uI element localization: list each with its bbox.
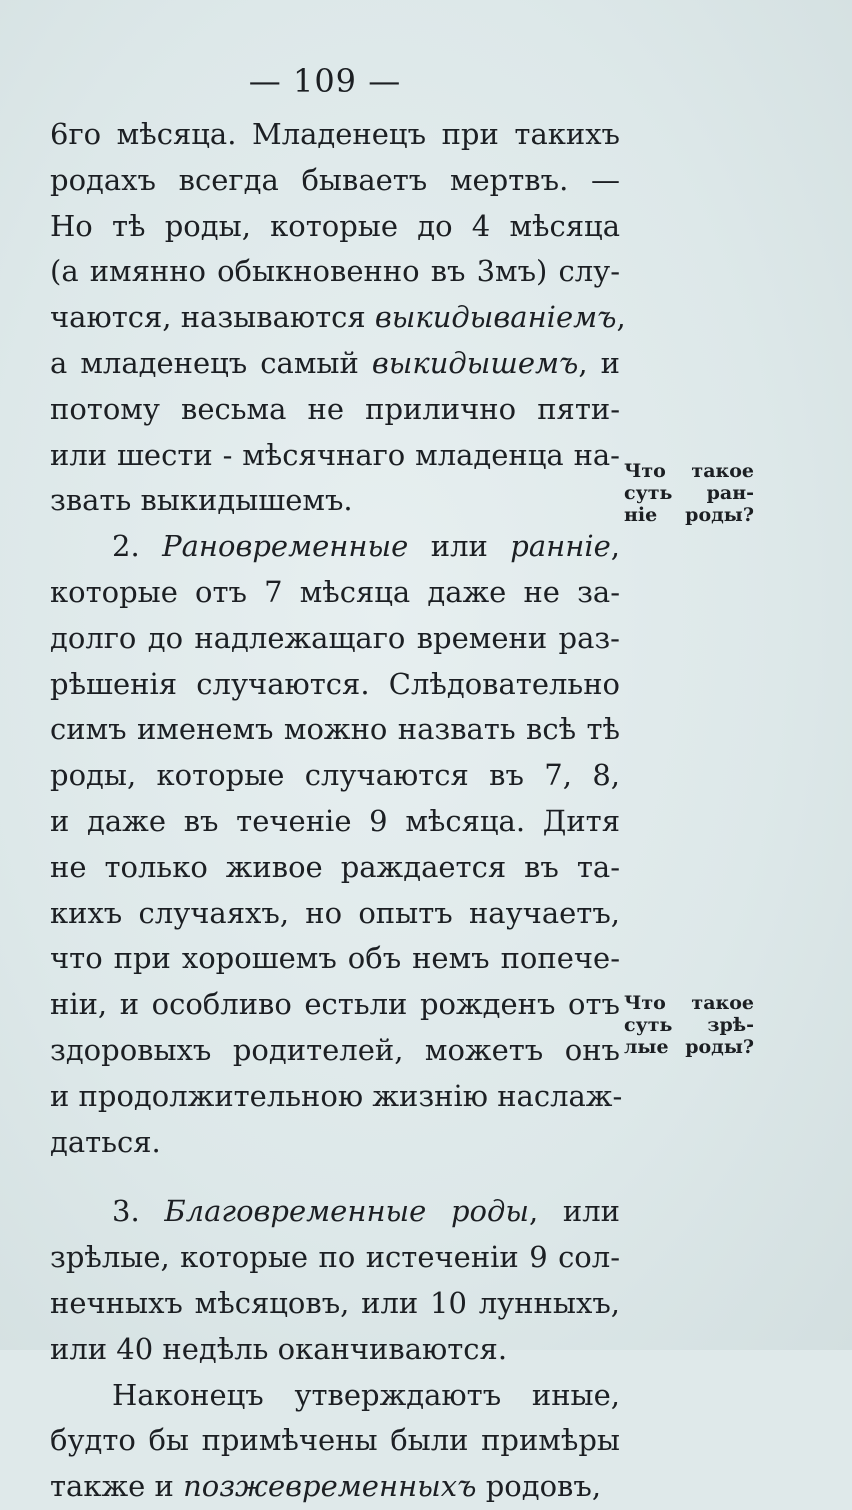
text-line xyxy=(50,1281,620,1327)
text-segment: потому весьма не прилично пяти- xyxy=(50,391,620,426)
text-line xyxy=(50,753,620,799)
text-segment: , и xyxy=(578,345,620,380)
paragraph xyxy=(50,524,623,1165)
text-segment: Наконецъ утверждаютъ иные, xyxy=(112,1377,620,1412)
text-line xyxy=(50,433,620,479)
text-line xyxy=(50,1120,620,1166)
text-line xyxy=(50,478,620,524)
margin-note xyxy=(624,460,754,526)
text-line xyxy=(50,524,620,570)
text-segment: будто бы примѣчены были примѣры xyxy=(50,1423,620,1458)
text-line xyxy=(50,387,620,433)
text-segment: рѣшенія случаются. Слѣдовательно xyxy=(50,666,620,701)
text-segment: а младенецъ самый xyxy=(50,345,372,380)
text-line xyxy=(50,662,620,708)
text-segment: даться. xyxy=(50,1124,161,1159)
text-line xyxy=(50,204,620,250)
margin-note-line: суть ран- xyxy=(624,482,754,504)
text-segment: , xyxy=(616,300,626,335)
text-line xyxy=(50,982,620,1028)
text-line xyxy=(50,845,620,891)
text-segment: не только живое раждается въ та- xyxy=(50,849,620,884)
italic-term: выкидышемъ xyxy=(371,345,579,380)
text-line xyxy=(50,1189,620,1235)
text-line xyxy=(50,707,620,753)
text-line xyxy=(50,616,620,662)
text-segment: чаются, называются xyxy=(50,300,375,335)
text-line xyxy=(50,1028,620,1074)
text-segment: , или xyxy=(529,1194,620,1229)
paragraph xyxy=(50,1189,620,1372)
italic-term: Благовременные роды xyxy=(164,1194,530,1229)
italic-term: позжевременныхъ xyxy=(183,1469,477,1504)
text-segment: родовъ, xyxy=(476,1469,602,1504)
text-line xyxy=(50,1074,623,1120)
text-segment: нечныхъ мѣсяцовъ, или 10 лунныхъ, xyxy=(50,1285,620,1320)
text-line xyxy=(50,112,620,158)
paragraph xyxy=(50,112,626,524)
text-segment: или 40 недѣль оканчиваются. xyxy=(50,1331,508,1366)
text-segment: и даже въ теченіе 9 мѣсяца. Дитя xyxy=(50,803,620,838)
italic-term: выкидываніемъ xyxy=(374,300,617,335)
margin-note-line: ніе роды? xyxy=(624,504,754,526)
italic-term: ранніе xyxy=(510,529,611,564)
paragraph xyxy=(50,1373,620,1510)
text-segment: симъ именемъ можно назвать всѣ тѣ xyxy=(50,712,620,747)
text-segment: зрѣлые, которые по истеченіи 9 сол- xyxy=(50,1240,620,1275)
text-segment: также и xyxy=(50,1469,184,1504)
margin-note xyxy=(624,992,754,1058)
text-segment: роды, которые случаются въ 7, 8, xyxy=(50,758,620,793)
text-segment: родахъ всегда бываетъ мертвъ. — xyxy=(50,162,620,197)
text-line xyxy=(50,799,620,845)
text-segment: , xyxy=(610,529,620,564)
text-segment: долго до надлежащаго времени раз- xyxy=(50,620,620,655)
text-line xyxy=(50,341,620,387)
text-line xyxy=(50,570,620,616)
text-line xyxy=(50,158,620,204)
text-line xyxy=(50,295,626,341)
text-line xyxy=(50,1327,620,1373)
text-segment: или шести - мѣсячнаго младенца на- xyxy=(50,437,620,472)
text-segment: что при хорошемъ объ немъ попече- xyxy=(50,941,620,976)
margin-note-line: Что такое xyxy=(624,992,754,1014)
text-segment: здоровыхъ родителей, можетъ онъ xyxy=(50,1032,620,1067)
text-segment: которые отъ 7 мѣсяца даже не за- xyxy=(50,574,620,609)
body-text xyxy=(50,112,626,1510)
text-line xyxy=(50,1373,620,1419)
text-segment: (а имянно обыкновенно въ 3мъ) слу- xyxy=(50,254,620,289)
text-line xyxy=(50,1464,620,1510)
text-segment: кихъ случаяхъ, но опытъ научаетъ, xyxy=(50,895,620,930)
text-segment: 3. xyxy=(112,1194,165,1229)
text-segment: 2. xyxy=(112,529,163,564)
text-line xyxy=(50,1418,620,1464)
margin-note-line: лые роды? xyxy=(624,1036,754,1058)
text-segment: ніи, и особливо естьли рожденъ отъ xyxy=(50,987,620,1022)
text-segment: 6го мѣсяца. Младенецъ при такихъ xyxy=(50,117,620,151)
text-segment: и продолжительною жизнію наслаж- xyxy=(50,1078,623,1113)
text-segment: Но тѣ роды, которые до 4 мѣсяца xyxy=(50,208,620,243)
margin-note-line: Что такое xyxy=(624,460,754,482)
text-segment: звать выкидышемъ. xyxy=(50,483,353,518)
margin-note-line: суть зрѣ- xyxy=(624,1014,754,1036)
text-line xyxy=(50,891,620,937)
page-number: — 109 — xyxy=(248,62,402,100)
text-line xyxy=(50,1235,620,1281)
text-line xyxy=(50,249,620,295)
text-line xyxy=(50,936,620,982)
italic-term: Рановременные xyxy=(162,529,409,564)
text-segment: или xyxy=(408,529,511,564)
